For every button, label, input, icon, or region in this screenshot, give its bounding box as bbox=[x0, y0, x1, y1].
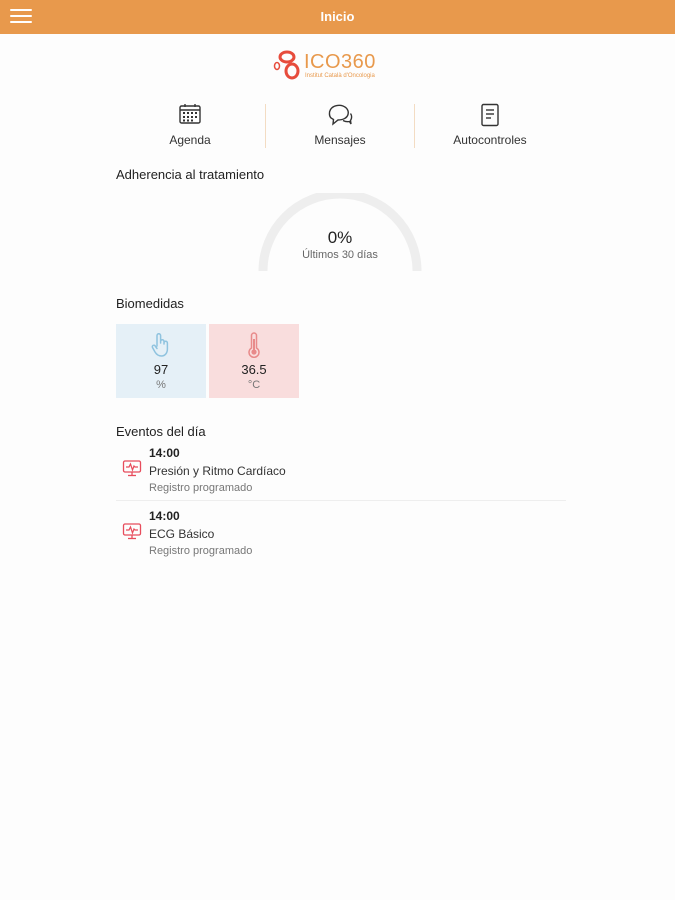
event-note: Registro programado bbox=[149, 482, 253, 494]
logo-wordmark: ICO360 bbox=[304, 51, 376, 73]
adherence-title: Adherencia al tratamiento bbox=[116, 167, 265, 182]
biomeasures-title: Biomedidas bbox=[116, 296, 184, 311]
autocontroles-button[interactable] bbox=[415, 100, 565, 152]
monitor-icon bbox=[122, 521, 142, 541]
temperature-unit: °C bbox=[247, 379, 261, 391]
mensajes-label: Mensajes bbox=[314, 133, 366, 147]
adherence-value: 0% bbox=[327, 228, 353, 247]
event-name: ECG Básico bbox=[149, 527, 215, 541]
calendar-icon bbox=[178, 103, 202, 125]
event-time: 14:00 bbox=[149, 446, 180, 460]
agenda-label: Agenda bbox=[169, 133, 211, 147]
finger-icon bbox=[151, 332, 171, 358]
oxygen-saturation-value: 97 bbox=[153, 362, 169, 377]
ico-logo-mark-icon bbox=[272, 49, 302, 81]
event-note: Registro programado bbox=[149, 545, 253, 557]
oxygen-saturation-tile[interactable] bbox=[116, 324, 206, 398]
monitor-icon bbox=[122, 458, 142, 478]
top-app-bar bbox=[0, 0, 675, 34]
document-icon bbox=[480, 103, 500, 127]
chat-icon bbox=[327, 103, 353, 127]
page-title: Inicio bbox=[320, 9, 355, 24]
event-time: 14:00 bbox=[149, 509, 180, 523]
events-title: Eventos del día bbox=[116, 424, 206, 439]
event-item[interactable] bbox=[116, 446, 566, 502]
agenda-button[interactable] bbox=[115, 100, 265, 152]
logo-subtitle: Institut Català d'Oncologia bbox=[305, 73, 375, 79]
event-item[interactable] bbox=[116, 509, 566, 565]
adherence-period: Últimos 30 días bbox=[302, 249, 378, 261]
autocontroles-label: Autocontroles bbox=[453, 133, 527, 147]
event-divider bbox=[116, 500, 566, 501]
oxygen-saturation-unit: % bbox=[156, 379, 166, 391]
temperature-tile[interactable] bbox=[209, 324, 299, 398]
event-name: Presión y Ritmo Cardíaco bbox=[149, 464, 286, 478]
mensajes-button[interactable] bbox=[265, 100, 415, 152]
ico360-logo bbox=[272, 47, 412, 85]
temperature-value: 36.5 bbox=[241, 362, 267, 377]
thermometer-icon bbox=[247, 332, 261, 358]
